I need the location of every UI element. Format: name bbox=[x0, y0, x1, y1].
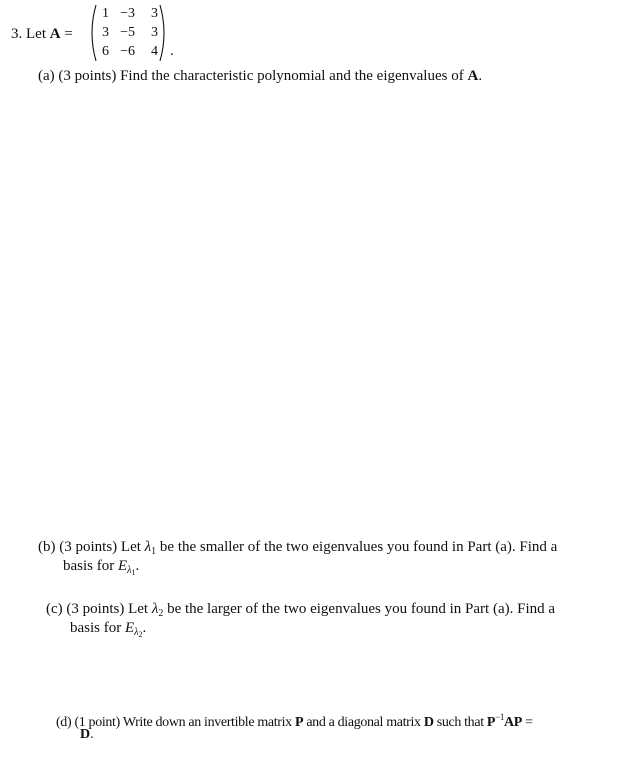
lambda-symbol: λ bbox=[151, 601, 159, 617]
part-c-pre: Let bbox=[128, 601, 149, 617]
matrix-period: . bbox=[170, 43, 174, 59]
part-c-line2-end: . bbox=[142, 620, 147, 636]
part-a-question bbox=[38, 67, 482, 86]
matrix-cell: −3 bbox=[120, 6, 135, 21]
part-b-line2-end: . bbox=[135, 558, 140, 574]
part-a-points: (3 points) bbox=[58, 68, 117, 84]
part-b-line2-text: basis for bbox=[63, 558, 115, 574]
part-d-line2-end: . bbox=[90, 727, 94, 742]
let-text: Let bbox=[26, 26, 46, 42]
part-c-text: be the larger of the two eigenvalues you found in Part (a). Find a bbox=[167, 601, 556, 617]
part-a-matrix: A bbox=[467, 68, 479, 84]
matrix-a bbox=[87, 4, 169, 62]
eigenspace-e: E bbox=[118, 558, 128, 574]
lambda-subscript: 1 bbox=[151, 546, 157, 557]
equals-sign: = bbox=[64, 26, 73, 42]
part-a-text: Find the characteristic polynomial and the eigenvalues of bbox=[120, 68, 464, 84]
part-b-label: (b) bbox=[38, 539, 56, 555]
part-c-question-line2 bbox=[70, 619, 146, 644]
matrix-d: D bbox=[423, 715, 434, 730]
matrix-cell: 3 bbox=[151, 6, 158, 21]
lambda-subscript: 2 bbox=[158, 608, 164, 619]
matrix-cell: −5 bbox=[120, 25, 135, 40]
matrix-cell: 3 bbox=[102, 25, 109, 40]
problem-number: 3. bbox=[11, 26, 23, 42]
part-a-end: . bbox=[478, 68, 483, 84]
matrix-cell: 3 bbox=[151, 25, 158, 40]
matrix-name: A bbox=[49, 26, 61, 42]
eigenspace-subscript: 2 bbox=[138, 630, 143, 639]
part-d-points: (1 point) bbox=[74, 715, 120, 730]
part-b-question-line2 bbox=[63, 557, 139, 582]
matrix-d-result: D bbox=[80, 727, 91, 742]
eigenspace-e: E bbox=[125, 620, 135, 636]
part-b-points: (3 points) bbox=[59, 539, 118, 555]
part-d-question-line2 bbox=[80, 725, 94, 744]
part-d-label: (d) bbox=[56, 715, 72, 730]
matrix-cell: −6 bbox=[120, 44, 135, 59]
eigenspace-lambda: λ bbox=[134, 627, 139, 638]
part-b-text: be the smaller of the two eigenvalues you found in Part (a). Find a bbox=[159, 539, 558, 555]
eigenspace-subscript: 1 bbox=[131, 568, 136, 577]
part-a-label: (a) bbox=[38, 68, 55, 84]
inverse-superscript: −1 bbox=[495, 712, 504, 722]
part-c-label: (c) bbox=[46, 601, 63, 617]
matrix-p-inverse: P bbox=[486, 715, 496, 730]
part-d-text1: Write down an invertible matrix bbox=[122, 715, 292, 730]
part-b-pre: Let bbox=[120, 539, 141, 555]
lambda-symbol: λ bbox=[144, 539, 152, 555]
part-d-text2: and a diagonal matrix bbox=[306, 715, 421, 730]
eigenspace-lambda: λ bbox=[127, 565, 132, 576]
problem-header bbox=[11, 24, 73, 44]
part-c-line2-text: basis for bbox=[70, 620, 122, 636]
part-d-text3: such that bbox=[436, 715, 484, 730]
part-d-equals: = bbox=[525, 715, 533, 730]
matrix-cell: 6 bbox=[102, 44, 109, 59]
matrix-cell: 1 bbox=[102, 6, 109, 21]
part-d-question bbox=[56, 708, 533, 732]
matrix-p: P bbox=[294, 715, 304, 730]
matrix-cell: 4 bbox=[151, 44, 158, 59]
part-c-points: (3 points) bbox=[66, 601, 125, 617]
matrix-ap: AP bbox=[504, 715, 522, 730]
